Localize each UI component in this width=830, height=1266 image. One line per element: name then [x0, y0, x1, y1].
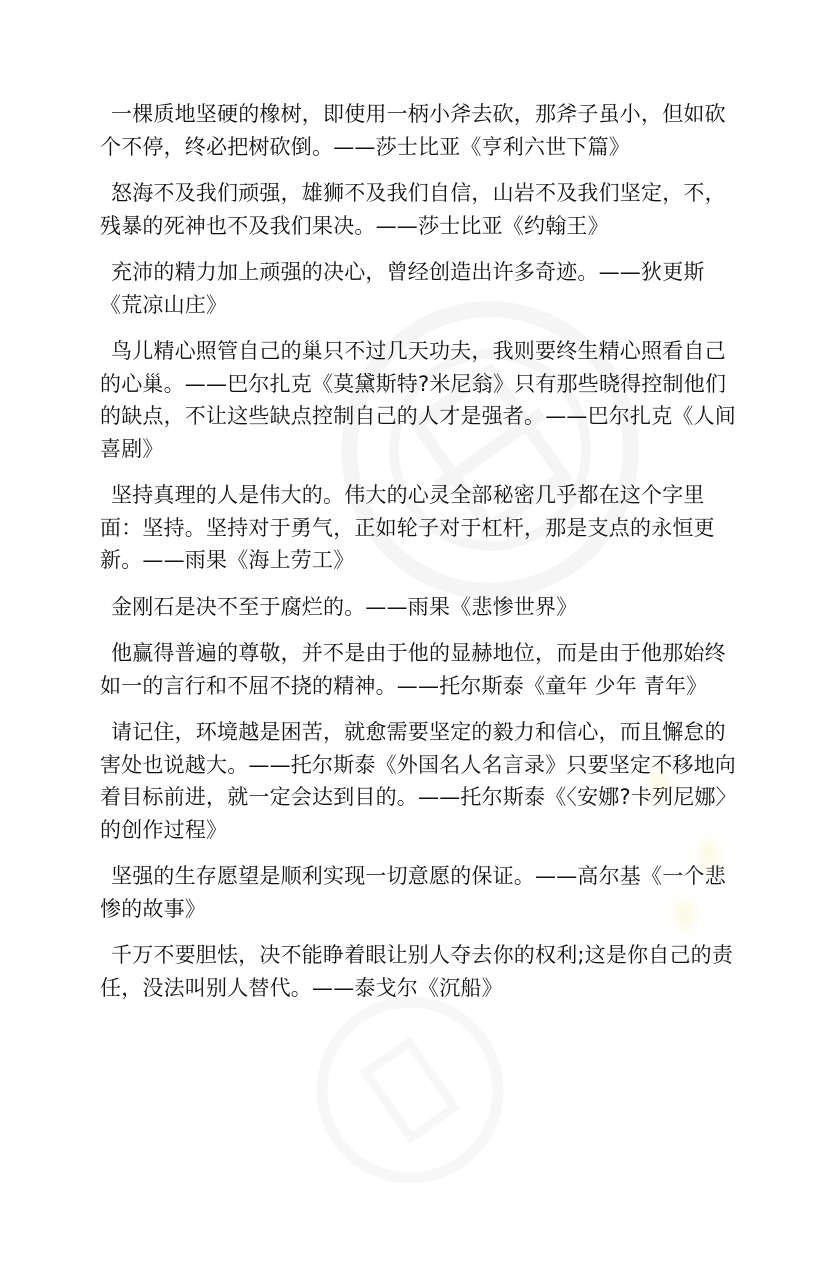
quote-paragraph: 千万不要胆怯，决不能睁着眼让别人夺去你的权利;这是你自己的责任，没法叫别人替代。——泰戈尔《沉船》 — [100, 943, 734, 1000]
quote-paragraph: 鸟儿精心照管自己的巢只不过几天功夫，我则要终生精心照看自己的心巢。——巴尔扎克《莫黛斯特?米尼翁》只有那些晓得控制他们的缺点，不让这些缺点控制自己的人才是强者。——巴尔扎克《人间喜剧》 — [100, 339, 736, 461]
quote-paragraph: 金刚石是决不至于腐烂的。——雨果《悲惨世界》 — [111, 594, 578, 619]
quote-paragraph: 一棵质地坚硬的橡树，即使用一柄小斧去砍，那斧子虽小，但如砍个不停，终必把树砍倒。——莎士比亚《亨利六世下篇》 — [100, 102, 726, 159]
quotes-list — [100, 98, 740, 1018]
quote-paragraph: 坚持真理的人是伟大的。伟大的心灵全部秘密几乎都在这个字里面：坚持。坚持对于勇气，正如轮子对于杠杆，那是支点的永恒更新。——雨果《海上劳工》 — [100, 483, 715, 572]
quote-paragraph: 请记住，环境越是困苦，就愈需要坚定的毅力和信心，而且懈怠的害处也说越大。——托尔斯泰《外国名人名言录》只要坚定不移地向着目标前进，就一定会达到目的。——托尔斯泰《〈安娜?卡列尼娜〉的创作过程》 — [100, 720, 737, 842]
quote-paragraph: 怒海不及我们顽强，雄狮不及我们自信，山岩不及我们坚定，不，残暴的死神也不及我们果决。——莎士比亚《约翰王》 — [100, 181, 726, 238]
quote-paragraph: 坚强的生存愿望是顺利实现一切意愿的保证。——高尔基《一个悲惨的故事》 — [100, 864, 726, 921]
quote-paragraph: 充沛的精力加上顽强的决心，曾经创造出许多奇迹。——狄更斯《荒凉山庄》 — [100, 260, 705, 317]
quote-paragraph: 他赢得普遍的尊敬，并不是由于他的显赫地位，而是由于他那始终如一的言行和不屈不挠的精神。——托尔斯泰《童年 少年 青年》 — [100, 641, 726, 698]
